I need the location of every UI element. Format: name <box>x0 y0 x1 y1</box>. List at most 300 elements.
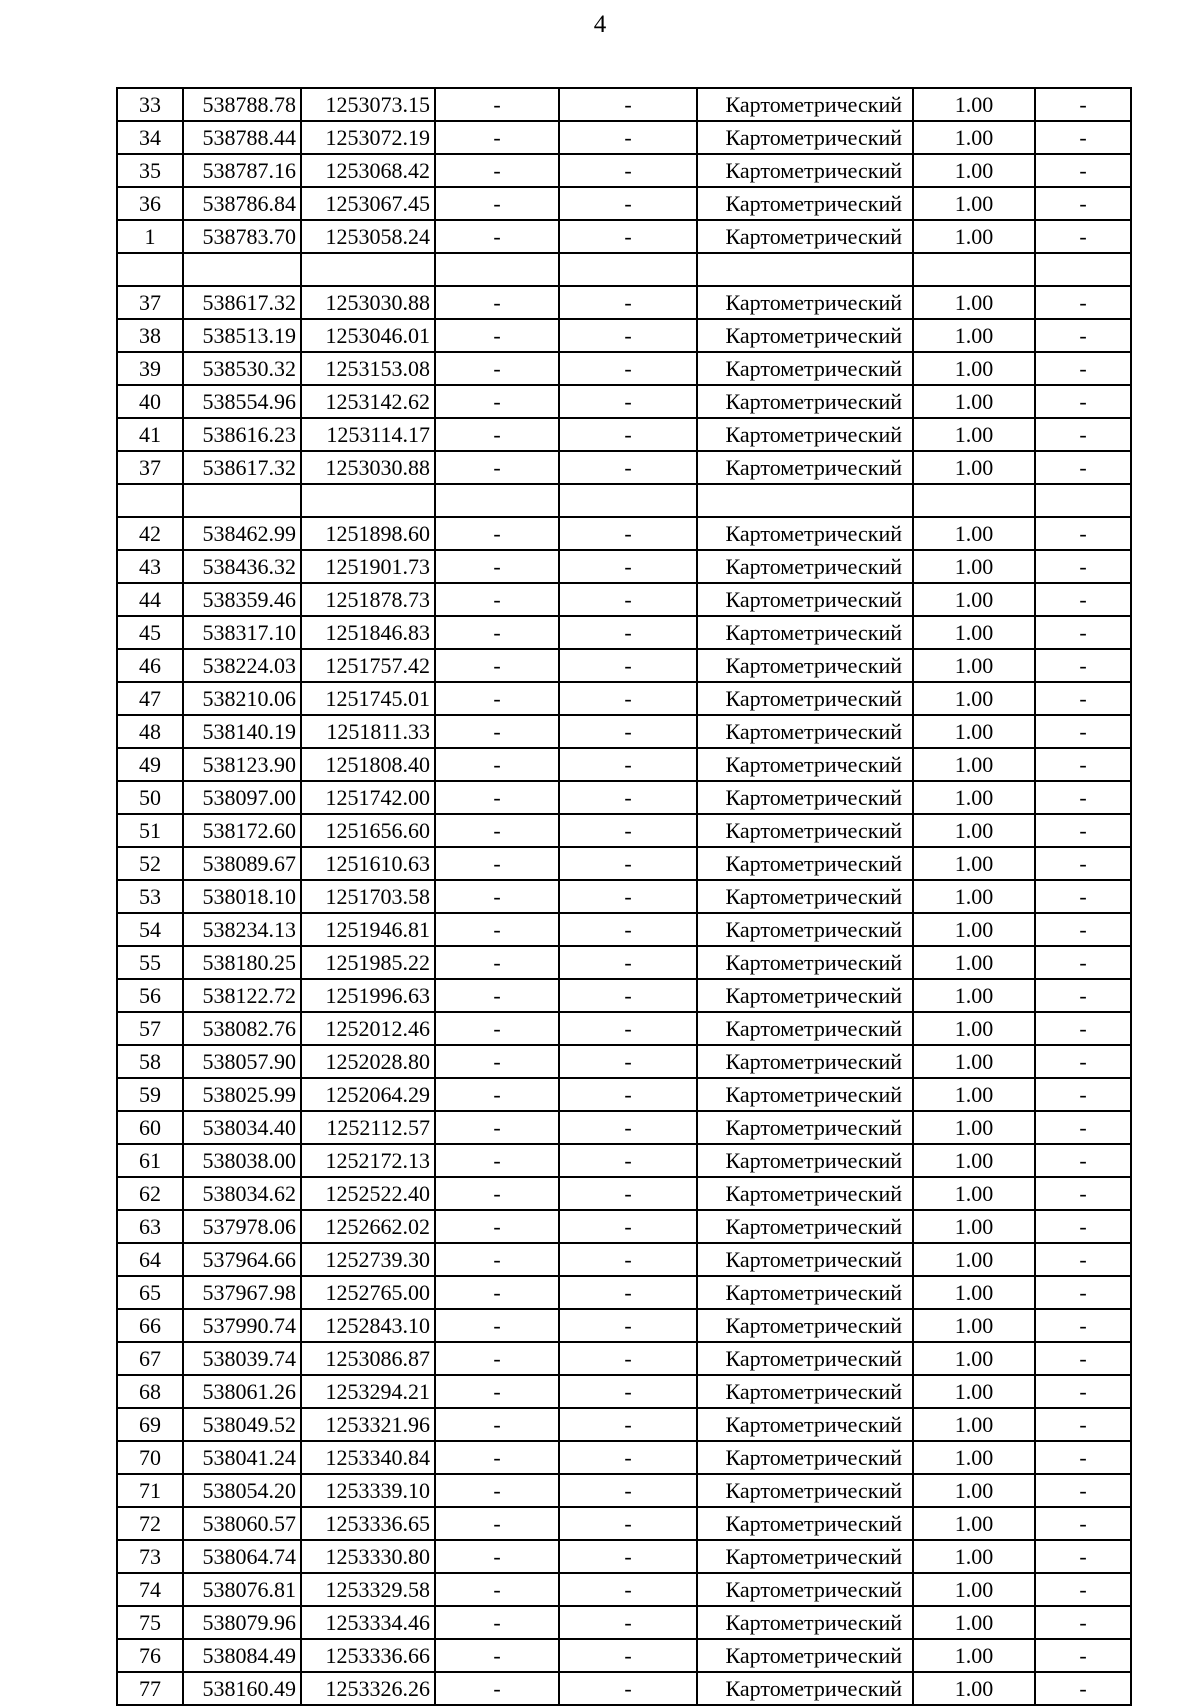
col5-cell: - <box>559 847 697 880</box>
table-row <box>117 1144 1131 1177</box>
col5-cell: - <box>559 979 697 1012</box>
col4-cell <box>435 253 559 286</box>
table-row <box>117 484 1131 517</box>
x-coordinate-cell: 538616.23 <box>183 418 301 451</box>
y-coordinate-cell: 1251846.83 <box>301 616 435 649</box>
table-row <box>117 715 1131 748</box>
col5-cell: - <box>559 1540 697 1573</box>
method-cell: Картометрический <box>697 946 913 979</box>
point-number-cell: 47 <box>117 682 183 715</box>
col4-cell: - <box>435 847 559 880</box>
x-coordinate-cell: 537978.06 <box>183 1210 301 1243</box>
accuracy-cell: 1.00 <box>913 1342 1035 1375</box>
point-number-cell: 62 <box>117 1177 183 1210</box>
point-number-cell: 67 <box>117 1342 183 1375</box>
col8-cell: - <box>1035 1144 1131 1177</box>
col8-cell: - <box>1035 1210 1131 1243</box>
table-row <box>117 616 1131 649</box>
y-coordinate-cell: 1252028.80 <box>301 1045 435 1078</box>
col8-cell: - <box>1035 682 1131 715</box>
point-number-cell: 45 <box>117 616 183 649</box>
method-cell: Картометрический <box>697 979 913 1012</box>
point-number-cell: 64 <box>117 1243 183 1276</box>
accuracy-cell: 1.00 <box>913 1408 1035 1441</box>
method-cell: Картометрический <box>697 550 913 583</box>
col5-cell: - <box>559 1639 697 1672</box>
y-coordinate-cell: 1251757.42 <box>301 649 435 682</box>
accuracy-cell: 1.00 <box>913 781 1035 814</box>
method-cell: Картометрический <box>697 814 913 847</box>
x-coordinate-cell: 538513.19 <box>183 319 301 352</box>
col8-cell: - <box>1035 1012 1131 1045</box>
col4-cell: - <box>435 187 559 220</box>
col5-cell: - <box>559 1441 697 1474</box>
col4-cell: - <box>435 1606 559 1639</box>
x-coordinate-cell: 538617.32 <box>183 286 301 319</box>
x-coordinate-cell: 538049.52 <box>183 1408 301 1441</box>
col4-cell: - <box>435 1441 559 1474</box>
col5-cell: - <box>559 1210 697 1243</box>
table-row <box>117 1672 1131 1705</box>
method-cell: Картометрический <box>697 715 913 748</box>
table-row <box>117 1012 1131 1045</box>
accuracy-cell: 1.00 <box>913 1507 1035 1540</box>
accuracy-cell: 1.00 <box>913 1243 1035 1276</box>
point-number-cell: 51 <box>117 814 183 847</box>
y-coordinate-cell: 1253321.96 <box>301 1408 435 1441</box>
table-row <box>117 1474 1131 1507</box>
table-row <box>117 1111 1131 1144</box>
x-coordinate-cell: 538034.62 <box>183 1177 301 1210</box>
accuracy-cell: 1.00 <box>913 682 1035 715</box>
table-row <box>117 1639 1131 1672</box>
point-number-cell: 59 <box>117 1078 183 1111</box>
accuracy-cell: 1.00 <box>913 1111 1035 1144</box>
col8-cell: - <box>1035 187 1131 220</box>
col5-cell: - <box>559 1243 697 1276</box>
method-cell: Картометрический <box>697 1672 913 1705</box>
col4-cell: - <box>435 352 559 385</box>
table-row <box>117 352 1131 385</box>
col5-cell: - <box>559 1177 697 1210</box>
method-cell: Картометрический <box>697 418 913 451</box>
col8-cell: - <box>1035 616 1131 649</box>
col4-cell: - <box>435 319 559 352</box>
table-row <box>117 1210 1131 1243</box>
accuracy-cell: 1.00 <box>913 319 1035 352</box>
x-coordinate-cell: 538038.00 <box>183 1144 301 1177</box>
col5-cell: - <box>559 517 697 550</box>
accuracy-cell: 1.00 <box>913 550 1035 583</box>
y-coordinate-cell: 1251878.73 <box>301 583 435 616</box>
accuracy-cell: 1.00 <box>913 1639 1035 1672</box>
y-coordinate-cell: 1253068.42 <box>301 154 435 187</box>
x-coordinate-cell: 538530.32 <box>183 352 301 385</box>
x-coordinate-cell: 538079.96 <box>183 1606 301 1639</box>
accuracy-cell: 1.00 <box>913 1375 1035 1408</box>
x-coordinate-cell: 538064.74 <box>183 1540 301 1573</box>
col4-cell: - <box>435 748 559 781</box>
method-cell: Картометрический <box>697 616 913 649</box>
x-coordinate-cell: 538061.26 <box>183 1375 301 1408</box>
accuracy-cell: 1.00 <box>913 385 1035 418</box>
col4-cell: - <box>435 583 559 616</box>
col5-cell: - <box>559 715 697 748</box>
col5-cell: - <box>559 1342 697 1375</box>
y-coordinate-cell: 1253067.45 <box>301 187 435 220</box>
col8-cell: - <box>1035 451 1131 484</box>
method-cell: Картометрический <box>697 517 913 550</box>
col4-cell: - <box>435 286 559 319</box>
x-coordinate-cell: 538018.10 <box>183 880 301 913</box>
y-coordinate-cell: 1253336.65 <box>301 1507 435 1540</box>
coordinates-table <box>116 87 1132 1706</box>
col8-cell: - <box>1035 385 1131 418</box>
col4-cell: - <box>435 1375 559 1408</box>
point-number-cell: 38 <box>117 319 183 352</box>
col4-cell: - <box>435 1639 559 1672</box>
x-coordinate-cell: 538097.00 <box>183 781 301 814</box>
x-coordinate-cell: 538436.32 <box>183 550 301 583</box>
y-coordinate-cell: 1251946.81 <box>301 913 435 946</box>
y-coordinate-cell: 1251901.73 <box>301 550 435 583</box>
col5-cell: - <box>559 418 697 451</box>
col8-cell: - <box>1035 946 1131 979</box>
point-number-cell: 48 <box>117 715 183 748</box>
point-number-cell: 76 <box>117 1639 183 1672</box>
y-coordinate-cell: 1253153.08 <box>301 352 435 385</box>
col5-cell: - <box>559 748 697 781</box>
point-number-cell: 61 <box>117 1144 183 1177</box>
x-coordinate-cell: 538039.74 <box>183 1342 301 1375</box>
table-row <box>117 1078 1131 1111</box>
y-coordinate-cell: 1252662.02 <box>301 1210 435 1243</box>
x-coordinate-cell: 538788.78 <box>183 88 301 121</box>
table-row <box>117 451 1131 484</box>
col5-cell: - <box>559 1408 697 1441</box>
col8-cell: - <box>1035 1441 1131 1474</box>
point-number-cell: 66 <box>117 1309 183 1342</box>
col4-cell: - <box>435 649 559 682</box>
y-coordinate-cell: 1251808.40 <box>301 748 435 781</box>
col4-cell: - <box>435 121 559 154</box>
x-coordinate-cell: 538234.13 <box>183 913 301 946</box>
col4-cell: - <box>435 220 559 253</box>
table-row <box>117 187 1131 220</box>
table-row <box>117 1573 1131 1606</box>
point-number-cell: 54 <box>117 913 183 946</box>
method-cell: Картометрический <box>697 1012 913 1045</box>
col5-cell <box>559 253 697 286</box>
table-row <box>117 1342 1131 1375</box>
method-cell: Картометрический <box>697 649 913 682</box>
method-cell: Картометрический <box>697 154 913 187</box>
point-number-cell: 42 <box>117 517 183 550</box>
method-cell: Картометрический <box>697 1474 913 1507</box>
x-coordinate-cell: 538140.19 <box>183 715 301 748</box>
accuracy-cell: 1.00 <box>913 517 1035 550</box>
col4-cell: - <box>435 1177 559 1210</box>
col8-cell: - <box>1035 1309 1131 1342</box>
accuracy-cell: 1.00 <box>913 1210 1035 1243</box>
accuracy-cell: 1.00 <box>913 352 1035 385</box>
accuracy-cell: 1.00 <box>913 814 1035 847</box>
col8-cell: - <box>1035 847 1131 880</box>
y-coordinate-cell: 1251996.63 <box>301 979 435 1012</box>
col8-cell: - <box>1035 1276 1131 1309</box>
accuracy-cell: 1.00 <box>913 1540 1035 1573</box>
col4-cell: - <box>435 1243 559 1276</box>
method-cell: Картометрический <box>697 1309 913 1342</box>
col8-cell: - <box>1035 1474 1131 1507</box>
accuracy-cell: 1.00 <box>913 748 1035 781</box>
col5-cell: - <box>559 187 697 220</box>
accuracy-cell: 1.00 <box>913 1672 1035 1705</box>
y-coordinate-cell: 1253114.17 <box>301 418 435 451</box>
accuracy-cell: 1.00 <box>913 121 1035 154</box>
method-cell: Картометрический <box>697 748 913 781</box>
x-coordinate-cell: 538359.46 <box>183 583 301 616</box>
table-row <box>117 847 1131 880</box>
col4-cell: - <box>435 1012 559 1045</box>
x-coordinate-cell: 537990.74 <box>183 1309 301 1342</box>
point-number-cell: 46 <box>117 649 183 682</box>
col8-cell: - <box>1035 352 1131 385</box>
col4-cell: - <box>435 1507 559 1540</box>
point-number-cell: 69 <box>117 1408 183 1441</box>
col8-cell: - <box>1035 286 1131 319</box>
coordinates-table-body <box>117 88 1131 1705</box>
y-coordinate-cell: 1253336.66 <box>301 1639 435 1672</box>
accuracy-cell: 1.00 <box>913 88 1035 121</box>
y-coordinate-cell: 1252112.57 <box>301 1111 435 1144</box>
col4-cell: - <box>435 781 559 814</box>
col5-cell: - <box>559 814 697 847</box>
col5-cell: - <box>559 1045 697 1078</box>
y-coordinate-cell: 1251898.60 <box>301 517 435 550</box>
method-cell: Картометрический <box>697 1507 913 1540</box>
col8-cell: - <box>1035 517 1131 550</box>
accuracy-cell: 1.00 <box>913 1177 1035 1210</box>
col8-cell: - <box>1035 1177 1131 1210</box>
col5-cell: - <box>559 1111 697 1144</box>
col4-cell: - <box>435 451 559 484</box>
accuracy-cell: 1.00 <box>913 418 1035 451</box>
x-coordinate-cell: 538123.90 <box>183 748 301 781</box>
col4-cell: - <box>435 682 559 715</box>
table-row <box>117 286 1131 319</box>
method-cell: Картометрический <box>697 1243 913 1276</box>
method-cell: Картометрический <box>697 319 913 352</box>
table-row <box>117 781 1131 814</box>
table-row <box>117 1606 1131 1639</box>
y-coordinate-cell: 1251610.63 <box>301 847 435 880</box>
point-number-cell: 71 <box>117 1474 183 1507</box>
y-coordinate-cell: 1253030.88 <box>301 286 435 319</box>
x-coordinate-cell: 538082.76 <box>183 1012 301 1045</box>
table-row <box>117 1177 1131 1210</box>
y-coordinate-cell: 1253058.24 <box>301 220 435 253</box>
accuracy-cell: 1.00 <box>913 1474 1035 1507</box>
col5-cell: - <box>559 319 697 352</box>
col5-cell <box>559 484 697 517</box>
table-row <box>117 1243 1131 1276</box>
col5-cell: - <box>559 1276 697 1309</box>
table-row <box>117 946 1131 979</box>
col8-cell: - <box>1035 1111 1131 1144</box>
col4-cell: - <box>435 1078 559 1111</box>
col4-cell: - <box>435 88 559 121</box>
col8-cell: - <box>1035 583 1131 616</box>
x-coordinate-cell: 538089.67 <box>183 847 301 880</box>
col8-cell: - <box>1035 979 1131 1012</box>
accuracy-cell: 1.00 <box>913 616 1035 649</box>
point-number-cell: 52 <box>117 847 183 880</box>
method-cell: Картометрический <box>697 1078 913 1111</box>
col8-cell <box>1035 484 1131 517</box>
y-coordinate-cell: 1253326.26 <box>301 1672 435 1705</box>
col4-cell: - <box>435 715 559 748</box>
col5-cell: - <box>559 946 697 979</box>
accuracy-cell: 1.00 <box>913 1309 1035 1342</box>
col5-cell: - <box>559 121 697 154</box>
accuracy-cell: 1.00 <box>913 913 1035 946</box>
method-cell: Картометрический <box>697 220 913 253</box>
col4-cell: - <box>435 1309 559 1342</box>
x-coordinate-cell: 538617.32 <box>183 451 301 484</box>
col5-cell: - <box>559 88 697 121</box>
method-cell: Картометрический <box>697 880 913 913</box>
accuracy-cell: 1.00 <box>913 715 1035 748</box>
y-coordinate-cell: 1251811.33 <box>301 715 435 748</box>
point-number-cell: 49 <box>117 748 183 781</box>
point-number-cell: 41 <box>117 418 183 451</box>
accuracy-cell: 1.00 <box>913 1078 1035 1111</box>
table-row <box>117 1045 1131 1078</box>
col4-cell: - <box>435 616 559 649</box>
col8-cell: - <box>1035 154 1131 187</box>
x-coordinate-cell: 538462.99 <box>183 517 301 550</box>
point-number-cell: 63 <box>117 1210 183 1243</box>
col5-cell: - <box>559 1078 697 1111</box>
table-row <box>117 319 1131 352</box>
table-row <box>117 583 1131 616</box>
method-cell: Картометрический <box>697 781 913 814</box>
x-coordinate-cell: 538787.16 <box>183 154 301 187</box>
x-coordinate-cell: 538180.25 <box>183 946 301 979</box>
table-row <box>117 88 1131 121</box>
col5-cell: - <box>559 649 697 682</box>
accuracy-cell: 1.00 <box>913 286 1035 319</box>
col4-cell: - <box>435 1573 559 1606</box>
method-cell: Картометрический <box>697 121 913 154</box>
point-number-cell: 70 <box>117 1441 183 1474</box>
method-cell: Картометрический <box>697 1045 913 1078</box>
col5-cell: - <box>559 1144 697 1177</box>
col4-cell: - <box>435 1408 559 1441</box>
col8-cell: - <box>1035 418 1131 451</box>
x-coordinate-cell: 538084.49 <box>183 1639 301 1672</box>
method-cell: Картометрический <box>697 352 913 385</box>
accuracy-cell <box>913 253 1035 286</box>
table-row <box>117 814 1131 847</box>
method-cell: Картометрический <box>697 1375 913 1408</box>
x-coordinate-cell: 538060.57 <box>183 1507 301 1540</box>
y-coordinate-cell: 1253340.84 <box>301 1441 435 1474</box>
y-coordinate-cell: 1253329.58 <box>301 1573 435 1606</box>
accuracy-cell: 1.00 <box>913 154 1035 187</box>
method-cell: Картометрический <box>697 88 913 121</box>
x-coordinate-cell <box>183 253 301 286</box>
y-coordinate-cell: 1251703.58 <box>301 880 435 913</box>
y-coordinate-cell: 1252739.30 <box>301 1243 435 1276</box>
y-coordinate-cell: 1251745.01 <box>301 682 435 715</box>
point-number-cell: 40 <box>117 385 183 418</box>
y-coordinate-cell: 1253072.19 <box>301 121 435 154</box>
table-row <box>117 649 1131 682</box>
col5-cell: - <box>559 550 697 583</box>
method-cell: Картометрический <box>697 187 913 220</box>
method-cell: Картометрический <box>697 1639 913 1672</box>
col8-cell: - <box>1035 1045 1131 1078</box>
table-row <box>117 748 1131 781</box>
accuracy-cell: 1.00 <box>913 451 1035 484</box>
point-number-cell: 33 <box>117 88 183 121</box>
x-coordinate-cell: 538122.72 <box>183 979 301 1012</box>
col8-cell: - <box>1035 88 1131 121</box>
table-row <box>117 1441 1131 1474</box>
table-row <box>117 418 1131 451</box>
method-cell: Картометрический <box>697 682 913 715</box>
point-number-cell: 50 <box>117 781 183 814</box>
col8-cell: - <box>1035 1672 1131 1705</box>
method-cell: Картометрический <box>697 1408 913 1441</box>
accuracy-cell: 1.00 <box>913 583 1035 616</box>
method-cell: Картометрический <box>697 385 913 418</box>
col8-cell: - <box>1035 913 1131 946</box>
col5-cell: - <box>559 781 697 814</box>
col8-cell <box>1035 253 1131 286</box>
x-coordinate-cell: 538210.06 <box>183 682 301 715</box>
method-cell: Картометрический <box>697 1144 913 1177</box>
col5-cell: - <box>559 1507 697 1540</box>
x-coordinate-cell: 538783.70 <box>183 220 301 253</box>
accuracy-cell: 1.00 <box>913 847 1035 880</box>
col4-cell: - <box>435 946 559 979</box>
point-number-cell: 58 <box>117 1045 183 1078</box>
method-cell: Картометрический <box>697 1441 913 1474</box>
x-coordinate-cell: 538076.81 <box>183 1573 301 1606</box>
col8-cell: - <box>1035 880 1131 913</box>
col8-cell: - <box>1035 1507 1131 1540</box>
y-coordinate-cell: 1253073.15 <box>301 88 435 121</box>
accuracy-cell: 1.00 <box>913 1441 1035 1474</box>
method-cell: Картометрический <box>697 286 913 319</box>
col4-cell: - <box>435 1672 559 1705</box>
y-coordinate-cell <box>301 484 435 517</box>
point-number-cell <box>117 253 183 286</box>
x-coordinate-cell: 538057.90 <box>183 1045 301 1078</box>
col5-cell: - <box>559 1606 697 1639</box>
col8-cell: - <box>1035 121 1131 154</box>
method-cell: Картометрический <box>697 1573 913 1606</box>
col5-cell: - <box>559 1012 697 1045</box>
method-cell: Картометрический <box>697 1177 913 1210</box>
col8-cell: - <box>1035 1639 1131 1672</box>
x-coordinate-cell: 537967.98 <box>183 1276 301 1309</box>
col5-cell: - <box>559 352 697 385</box>
point-number-cell <box>117 484 183 517</box>
